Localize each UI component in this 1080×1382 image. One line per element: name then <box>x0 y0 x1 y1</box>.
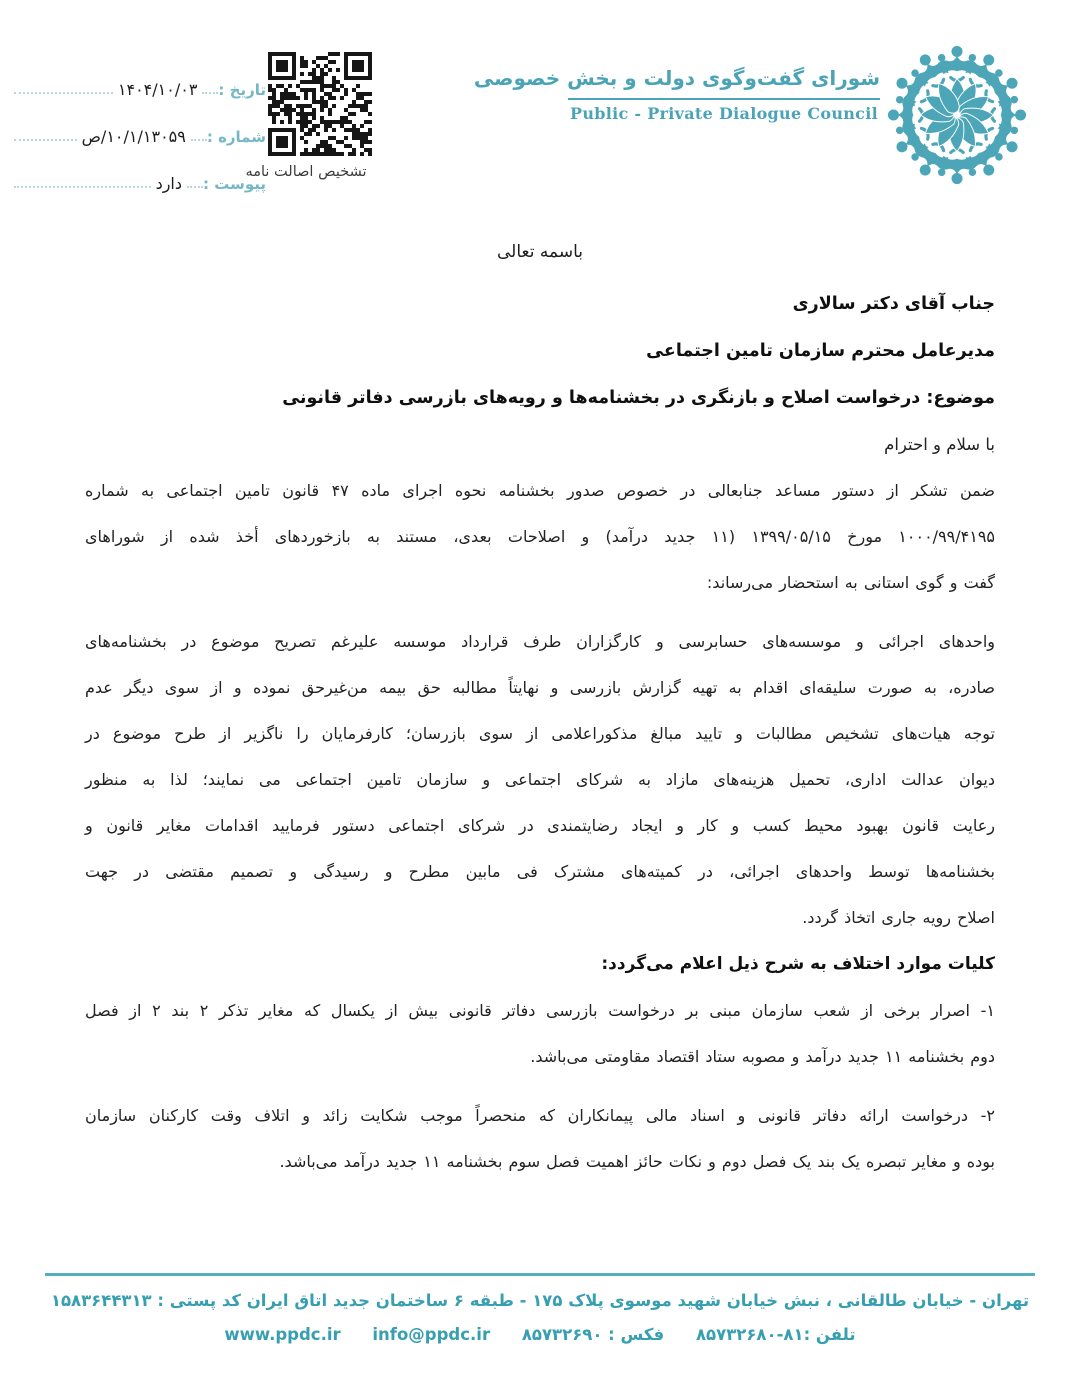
paragraph-line: گفت و گوی استانی به استحضار می‌رساند: <box>706 573 995 592</box>
dotted-leader <box>187 184 203 188</box>
footer-fax: فکس : ۸۵۷۳۲۶۹۰ <box>521 1325 665 1344</box>
footer-phone: تلفن :۸۱-۸۵۷۳۲۶۸۰ <box>695 1325 856 1344</box>
recipient-title: مدیرعامل محترم سازمان تامین اجتماعی <box>646 341 995 361</box>
salutation: با سلام و احترام <box>884 435 995 454</box>
footer-email: info@ppdc.ir <box>372 1325 491 1344</box>
meta-attachment-row <box>14 146 266 193</box>
dotted-leader <box>14 184 151 188</box>
footer-divider <box>45 1273 1035 1276</box>
qr-finder-icon <box>268 128 296 156</box>
meta-number-row <box>14 99 266 146</box>
paragraph-line: بخشنامه‌ها توسط واحدهای اجرائی، در کمیته‌های مشترک فی مابین مطرح و رسیدگی و تصمیم مقتضی در جهت <box>85 862 995 881</box>
attachment-label: پیوست : <box>202 175 266 193</box>
date-label: تاریخ : <box>218 81 266 99</box>
date-value: ۱۴۰۴/۱۰/۰۳ <box>117 80 198 99</box>
list-item-1 <box>85 988 995 1080</box>
paragraph-line: ۱۰۰۰/۹۹/۴۱۹۵ مورخ ۱۳۹۹/۰۵/۱۵ (۱۱ جدید درآمد) و اصلاحات بعدی، مستند به بازخوردهای أخذ شده از شوراهای <box>85 527 996 546</box>
paragraph-line: بوده و مغایر تبصره یک بند یک فصل دوم و نکات حائز اهمیت فصل سوم بخشنامه ۱۱ جدید درآمد می‌باشد. <box>279 1152 995 1171</box>
dotted-leader <box>14 137 77 141</box>
recipient-name: جناب آقای دکتر سالاری <box>792 294 995 314</box>
brand-block <box>473 66 880 123</box>
bismillah: باسمه تعالی <box>497 242 583 262</box>
attachment-value: دارد <box>155 174 182 193</box>
paragraph-line: ۱- اصرار برخی از شعب سازمان مبنی بر درخواست بازرسی دفاتر قانونی بیش از یکسال که مغایر تذکر ۲ بند ۲ از فصل <box>85 1001 995 1020</box>
dotted-leader <box>202 90 218 94</box>
number-value: ۱۰/۱/۱۳۰۵۹/ص <box>81 127 186 146</box>
paragraph-line: اصلاح رویه جاری اتخاذ گردد. <box>802 908 995 927</box>
dotted-leader <box>191 137 207 141</box>
footer <box>0 1285 1080 1353</box>
footer-website: www.ppdc.ir <box>224 1325 341 1344</box>
subject-line: موضوع: درخواست اصلاح و بازنگری در بخشنامه‌ها و رویه‌های بازرسی دفاتر قانونی <box>282 388 995 408</box>
qr-finder-icon <box>344 52 372 80</box>
brand-persian-title: شورای گفت‌وگوی دولت و بخش خصوصی <box>568 66 880 100</box>
letter-body <box>85 242 995 1198</box>
meta-date-row <box>14 52 266 99</box>
footer-address: تهران - خیابان طالقانی ، نبش خیابان شهید موسوی پلاک ۱۷۵ - طبقه ۶ ساختمان جدید اتاق ایران کد پستی : ۱۵۸۳۶۴۴۳۱۳ <box>50 1291 1030 1310</box>
qr-finder-icon <box>268 52 296 80</box>
paragraph-line: صادره، به صورت سلیقه‌ای اقدام به تهیه گزارش بازرسی و نهایتاً مطالبه حق بیمه من‌غیرحق نموده و از سوی دیگر عدم <box>85 678 995 697</box>
qr-caption: تشخیص اصالت نامه <box>245 164 367 180</box>
brand-english-title: Public - Private Dialogue Council <box>570 104 878 123</box>
paragraph-line: توجه هیات‌های تشخیص مطالبات و تایید مبالغ مذکوراعلامی از سوی بازرسان؛ کارفرمایان را ناگزیر از طرح موضوع در <box>85 724 995 743</box>
dotted-leader <box>14 90 113 94</box>
paragraph-line: واحدهای اجرائی و موسسه‌های حسابرسی و کارگزاران طرف قرارداد موسسه علیرغم تصریح موضوع در بخشنامه‌های <box>85 632 995 651</box>
paragraph-2 <box>85 619 995 941</box>
paragraph-line: رعایت قانون بهبود محیط کسب و کار و ایجاد رضایتمندی در شرکای اجتماعی دستور فرمایید اقدامات مغایر قانون و <box>85 816 995 835</box>
footer-contacts <box>0 1317 1080 1353</box>
paragraph-line: دوم بخشنامه ۱۱ جدید درآمد و مصوبه ستاد اقتصاد مقاومتی می‌باشد. <box>530 1047 995 1066</box>
paragraph-line: ۲- درخواست ارائه دفاتر قانونی و اسناد مالی پیمانکاران که منحصراً موجب شکایت زائد و اتلاف وقت کارکنان سازمان <box>85 1106 995 1125</box>
list-item-2 <box>85 1093 995 1185</box>
letter-meta-block <box>14 52 266 193</box>
paragraph-line: دیوان عدالت اداری، تحمیل هزینه‌های مازاد به شرکای اجتماعی و سازمان تامین اجتماعی می نمایند؛ لذا به منظور <box>85 770 995 789</box>
list-heading: کلیات موارد اختلاف به شرح ذیل اعلام می‌گردد: <box>601 954 995 974</box>
council-rosette-logo-icon <box>882 40 1032 190</box>
paragraph-1 <box>85 468 995 606</box>
number-label: شماره : <box>206 128 266 146</box>
qr-code <box>268 52 372 156</box>
paragraph-line: ضمن تشکر از دستور مساعد جنابعالی در خصوص صدور بخشنامه نحوه اجرای ماده ۴۷ قانون تامین اجتماعی به شماره <box>85 481 995 500</box>
